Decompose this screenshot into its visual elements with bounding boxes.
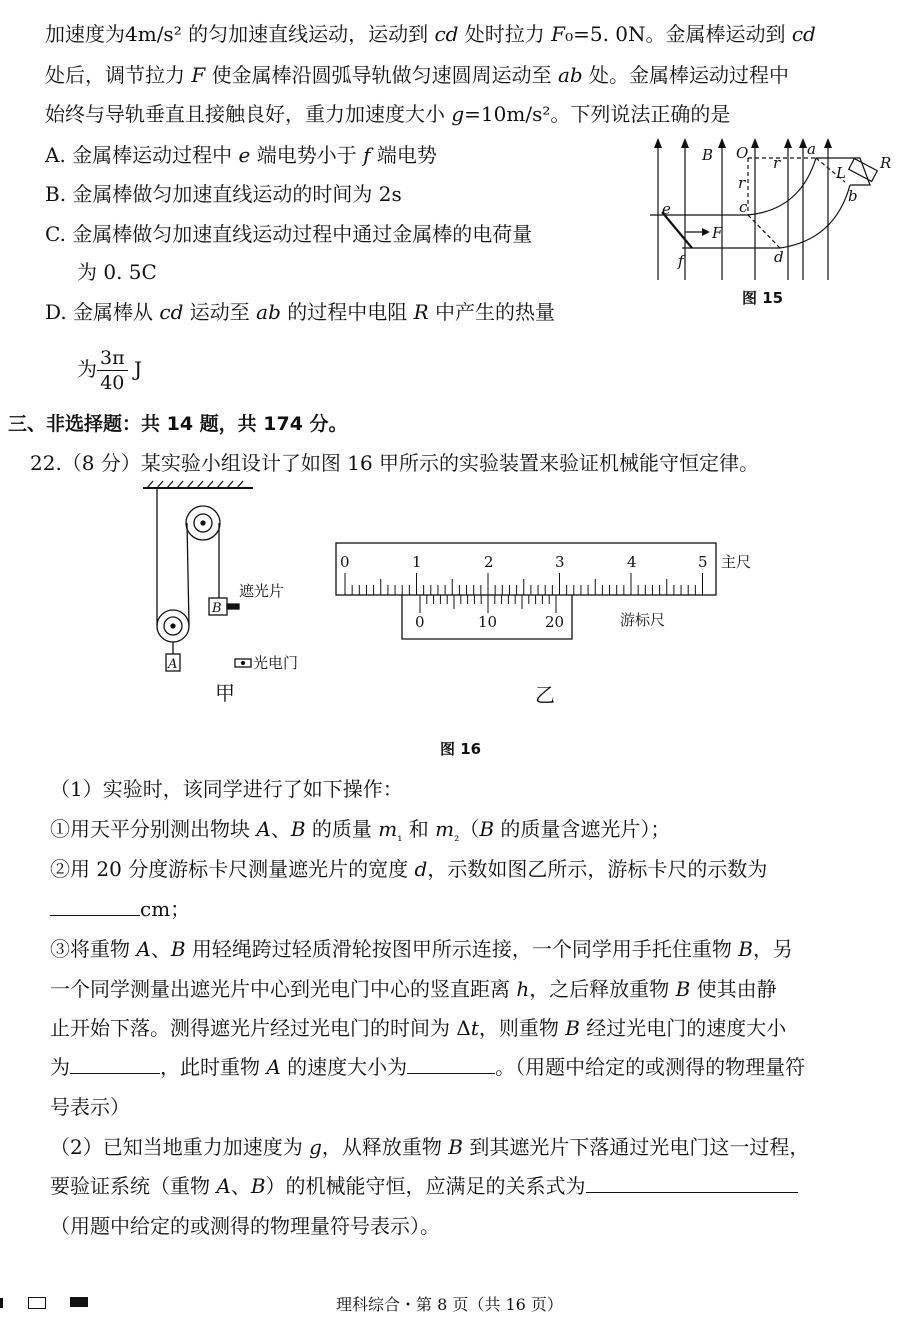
main-tick-label-5: 5	[698, 553, 708, 571]
main-scale-body	[336, 543, 716, 595]
problem-line-2: 处后，调节拉力 F 使金属棒沿圆弧导轨做匀速圆周运动至 ab 处。金属棒运动过程中	[45, 63, 790, 87]
problem-line-3: 始终与导轨垂直且接触良好，重力加速度大小 g=10m/s²。下列说法正确的是	[45, 102, 731, 126]
footer-mark-open	[28, 1297, 46, 1309]
vernier-tick-label-20: 20	[545, 613, 565, 631]
label-f: f	[678, 252, 684, 270]
section-3-heading: 三、非选择题：共 14 题，共 174 分。	[8, 413, 348, 435]
label-d: d	[774, 248, 784, 266]
part-2-line-1: （2）已知当地重力加速度为 g，从释放重物 B 到其遮光片下落通过光电门这一过程，	[50, 1135, 810, 1159]
option-d-line-1: D. 金属棒从 cd 运动至 ab 的过程中电阻 R 中产生的热量	[45, 300, 556, 324]
heat-fraction: $\frac{3\pi}{40}$	[97, 346, 128, 395]
option-b: B. 金属棒做匀加速直线运动的时间为 2s	[45, 182, 402, 206]
label-photogate: 光电门	[253, 654, 299, 672]
figure-16-vernier-caliper	[330, 535, 770, 710]
step-3-line-2: 一个同学测量出遮光片中心到光电门中心的竖直距离 h，之后释放重物 B 使其由静	[50, 977, 777, 1001]
label-r-vertical: r	[738, 174, 746, 192]
part-1-title: （1）实验时，该同学进行了如下操作：	[50, 777, 403, 801]
step-2-answer-line: cm；	[50, 895, 190, 923]
rope-middle	[187, 523, 189, 626]
label-force: F	[712, 224, 723, 242]
part-2-line-2: 要验证系统（重物 A、B）的机械能守恒，应满足的关系式为	[50, 1172, 798, 1200]
label-b-field: B	[702, 146, 714, 164]
resistor-box	[849, 159, 878, 182]
figure-16-apparatus	[135, 478, 335, 708]
label-b: b	[848, 187, 858, 205]
label-r-resistor: R	[880, 154, 892, 172]
vernier-tick-label-0: 0	[415, 613, 425, 631]
main-tick-label-1: 1	[412, 553, 422, 571]
label-shading-plate: 遮光片	[239, 582, 285, 600]
main-tick-label-4: 4	[627, 553, 637, 571]
label-o: O	[736, 144, 749, 162]
label-e: e	[662, 200, 671, 218]
main-scale-label: 主尺	[721, 553, 752, 571]
problem-line-1: 加速度为4m/s² 的匀加速直线运动，运动到 cd 处时拉力 F₀=5. 0N。金属棒运动到 cd	[45, 22, 816, 46]
footer-mark-edge	[0, 1298, 3, 1308]
option-d-line-2: 为 $\frac{3\pi}{40}$ J	[77, 347, 142, 394]
vernier-scale-ticks	[420, 595, 556, 613]
label-l: L	[836, 164, 846, 182]
figure-15-caption: 图 15	[742, 289, 784, 307]
step-2: ②用 20 分度游标卡尺测量遮光片的宽度 d，示数如图乙所示，游标卡尺的示数为	[50, 857, 768, 881]
step-3-line-4: 为 ，此时重物 A 的速度大小为 。（用题中给定的或测得的物理量符	[50, 1055, 806, 1079]
step-3-line-1: ③将重物 A、B 用轻绳跨过轻质滑轮按图甲所示连接，一个同学用手托住重物 B，另	[50, 937, 793, 961]
part-2-line-3: （用题中给定的或测得的物理量符号表示）。	[50, 1214, 440, 1238]
label-yi: 乙	[535, 683, 555, 707]
label-a: a	[807, 140, 816, 158]
energy-equation-blank[interactable]	[586, 1174, 798, 1193]
force-arrowhead	[702, 228, 710, 236]
option-c-line-1: C. 金属棒做匀加速直线运动过程中通过金属棒的电荷量	[45, 222, 533, 246]
speed-b-blank[interactable]	[70, 1055, 160, 1074]
footer-page-number: 理科综合・第 8 页（共 16 页）	[336, 1295, 563, 1314]
dashed-cd	[748, 215, 780, 248]
label-block-b: B	[212, 601, 222, 616]
option-a: A. 金属棒运动过程中 e 端电势小于 f 端电势	[45, 143, 437, 167]
figure-15	[640, 130, 900, 310]
rail-lower	[682, 185, 850, 248]
label-r-horizontal: r	[773, 154, 781, 172]
main-tick-label-3: 3	[555, 553, 565, 571]
step-1: ①用天平分别测出物块 A、B 的质量 $m_{_1}$ 和 $m_{_2}(B$ 的质量含遮光片）；	[50, 817, 671, 845]
speed-a-blank[interactable]	[407, 1055, 495, 1074]
label-block-a: A	[168, 657, 178, 672]
label-c: c	[739, 198, 748, 216]
option-c-line-2: 为 0. 5C	[77, 260, 157, 284]
ceiling-hatch	[147, 481, 243, 488]
shading-plate	[227, 604, 239, 609]
step-3-line-3: 止开始下落。测得遮光片经过光电门的时间为 Δt，则重物 B 经过光电门的速度大小	[50, 1016, 787, 1040]
main-tick-label-2: 2	[484, 553, 494, 571]
label-jia: 甲	[215, 681, 235, 705]
step-3-line-5: 号表示）	[50, 1095, 130, 1119]
main-tick-label-0: 0	[340, 553, 350, 571]
vernier-tick-label-10: 10	[478, 613, 498, 631]
question-22-intro: 22.（8 分）某实验小组设计了如图 16 甲所示的实验装置来验证机械能守恒定律。	[30, 451, 760, 475]
vernier-scale-label: 游标尺	[620, 611, 666, 629]
caliper-reading-blank[interactable]	[50, 897, 140, 916]
footer-mark-filled	[70, 1297, 88, 1307]
main-scale-ticks	[345, 573, 703, 595]
figure-16-caption: 图 16	[440, 740, 482, 758]
